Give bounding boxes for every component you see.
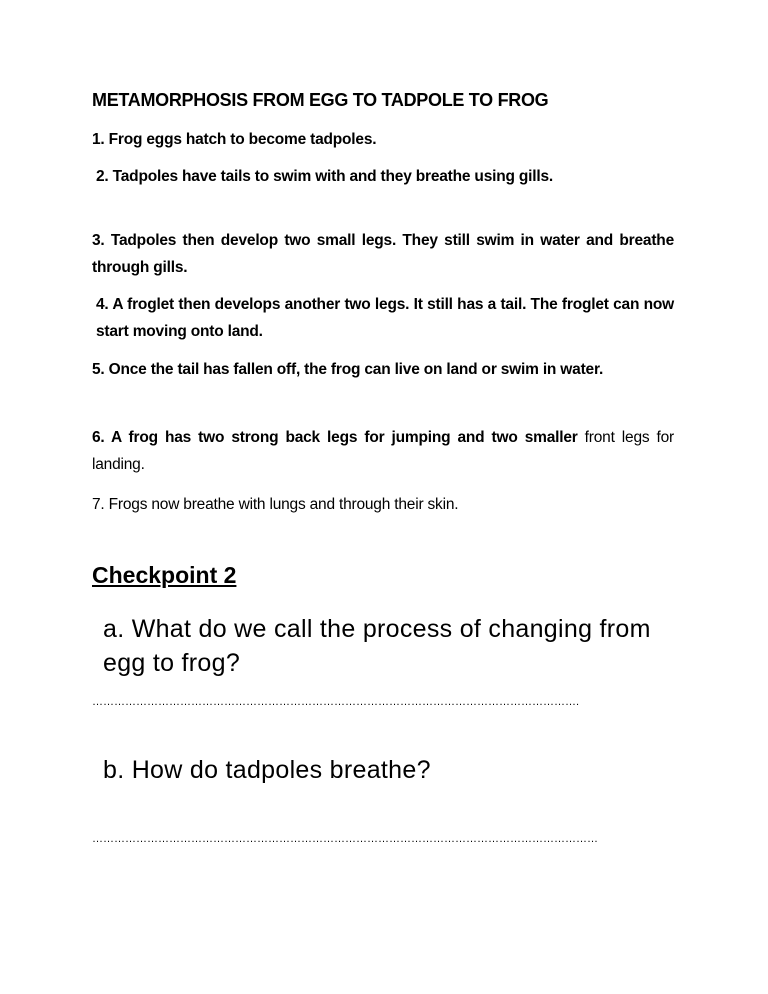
step-1: 1. Frog eggs hatch to become tadpoles. <box>92 131 377 148</box>
checkpoint-heading: Checkpoint 2 <box>92 562 237 588</box>
step-6 <box>92 424 674 478</box>
step-5: 5. Once the tail has fallen off, the frog can live on land or swim in water. <box>92 361 604 378</box>
question-b <box>103 753 673 787</box>
step-2: 2. Tadpoles have tails to swim with and they breathe using gills. <box>96 168 553 185</box>
step-7: 7. Frogs now breathe with lungs and through their skin. <box>92 496 459 513</box>
question-b-label: b. <box>103 756 125 784</box>
step-6-bold: 6. A frog has two strong back legs for jumping and two smaller <box>92 429 578 446</box>
answer-line-a[interactable]: ……………………………………………………………………………………………………………………. <box>92 696 580 708</box>
question-a-label: a. <box>103 615 125 643</box>
step-6-normal: front legs for landing. <box>92 429 674 473</box>
step-4: 4. A froglet then develops another two legs. It still has a tail. The froglet can now start moving onto land. <box>96 296 674 340</box>
page-title: METAMORPHOSIS FROM EGG TO TADPOLE TO FROG <box>92 90 549 110</box>
question-a <box>103 612 673 680</box>
answer-line-b[interactable]: ………………………………………………………………………………………………………………………… <box>92 833 598 845</box>
step-3: 3. Tadpoles then develop two small legs. They still swim in water and breathe through gills. <box>92 232 674 276</box>
question-b-text: How do tadpoles breathe? <box>131 756 431 784</box>
question-a-text: What do we call the process of changing from egg to frog? <box>103 615 651 677</box>
